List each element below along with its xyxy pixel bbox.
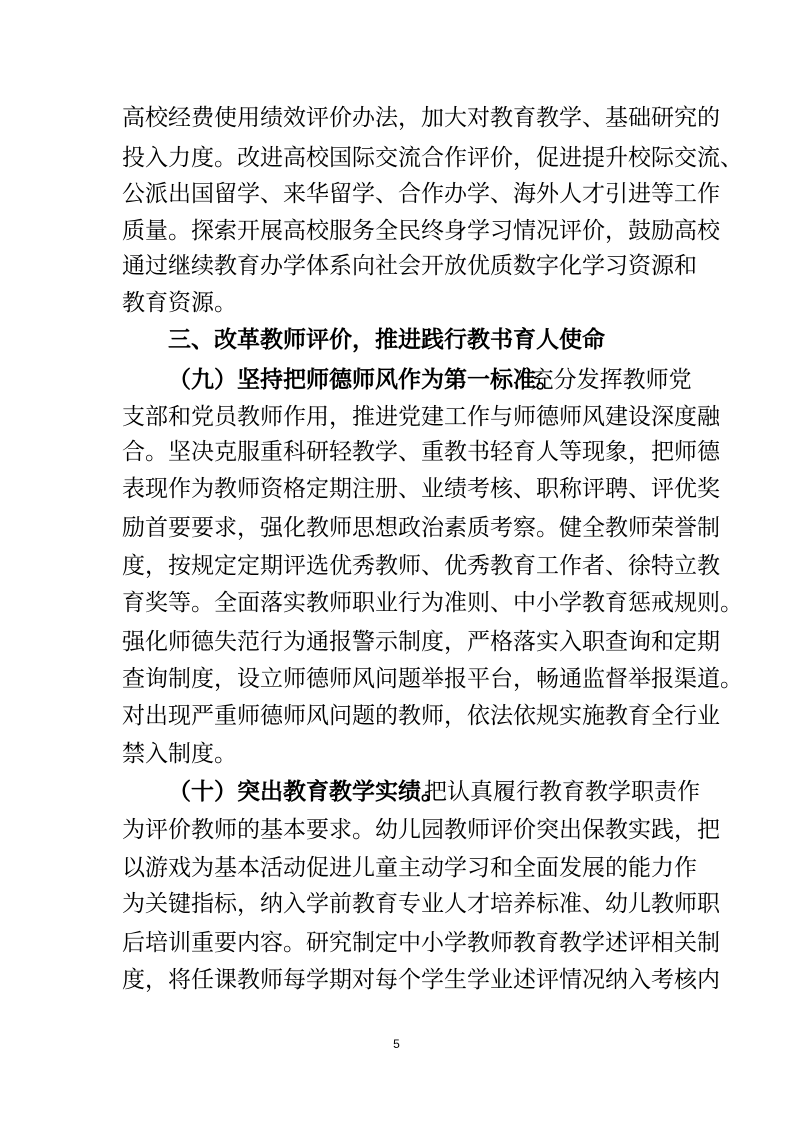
body-text-span: 投入力度。改进高校国际交流合作评价，促进提升校际交流、 [122,145,743,171]
text-line [0,810,793,850]
body-text-span: 合。坚决克服重科研轻教学、重教书轻育人等现象，把师德 [122,439,720,465]
body-text-span: 教育资源。 [122,290,237,316]
body-text-span: 高校经费使用绩效评价办法，加大对教育教学、基础研究的 [122,105,720,131]
body-text-span: 后培训重要内容。研究制定中小学教师教育教学述评相关制 [122,930,720,956]
text-line [0,397,793,437]
text-line [0,98,793,138]
body-text-span: 强化师德失范行为通报警示制度，严格落实入职查询和定期 [122,629,720,655]
text-line [0,508,793,548]
text-line [0,320,793,360]
text-line [0,848,793,888]
text-line [0,211,793,251]
text-line [0,659,793,699]
text-line [0,469,793,509]
text-line [0,546,793,586]
body-text-span: 励首要要求，强化教师思想政治素质考察。健全教师荣誉制 [122,515,720,541]
text-line [0,246,793,286]
text-line [0,960,793,1000]
body-text-span: 为关键指标，纳入学前教育专业人才培养标准、幼儿教师职 [122,891,720,917]
text-line [0,923,793,963]
body-text-span: 把认真履行教育教学职责作 [424,779,700,805]
body-text-span: 支部和党员教师作用，推进党建工作与师德师风建设深度融 [122,404,720,430]
body-text-span: 公派出国留学、来华留学、合作办学、海外人才引进等工作 [122,181,720,207]
text-line [0,174,793,214]
body-text-span: 查询制度，设立师德师风问题举报平台，畅通监督举报渠道。 [122,666,743,692]
bold-heading-text: （十）突出教育教学实绩。 [168,779,444,805]
body-text-span: 质量。探索开展高校服务全民终身学习情况评价，鼓励高校 [122,218,720,244]
text-line [0,884,793,924]
text-line [0,360,793,400]
body-text-span: 度，按规定定期评选优秀教师、优秀教育工作者、徐特立教 [122,553,720,579]
text-line [0,138,793,178]
text-line [0,432,793,472]
text-line [0,696,793,736]
body-text-span: 以游戏为基本活动促进儿童主动学习和全面发展的能力作 [122,855,697,881]
body-text-span: 度，将任课教师每学期对每个学生学业述评情况纳入考核内 [122,967,720,993]
text-line [0,772,793,812]
body-text-span: 充分发挥教师党 [530,367,692,393]
body-text-span: 通过继续教育办学体系向社会开放优质数字化学习资源和 [122,253,697,279]
page-number: 5 [393,1037,400,1051]
bold-heading-text: 三、改革教师评价，推进践行教书育人使命 [168,327,605,353]
body-text-span: 育奖等。全面落实教师职业行为准则、中小学教育惩戒规则。 [122,590,743,616]
body-text-span: 表现作为教师资格定期注册、业绩考核、职称评聘、评优奖 [122,476,720,502]
bold-heading-text: （九）坚持把师德师风作为第一标准。 [168,367,559,393]
body-text-span: 禁入制度。 [122,741,237,767]
text-line [0,283,793,323]
text-line [0,734,793,774]
body-text-span: 为评价教师的基本要求。幼儿园教师评价突出保教实践，把 [122,817,720,843]
text-line [0,583,793,623]
text-line [0,622,793,662]
body-text-span: 对出现严重师德师风问题的教师，依法依规实施教育全行业 [122,703,720,729]
